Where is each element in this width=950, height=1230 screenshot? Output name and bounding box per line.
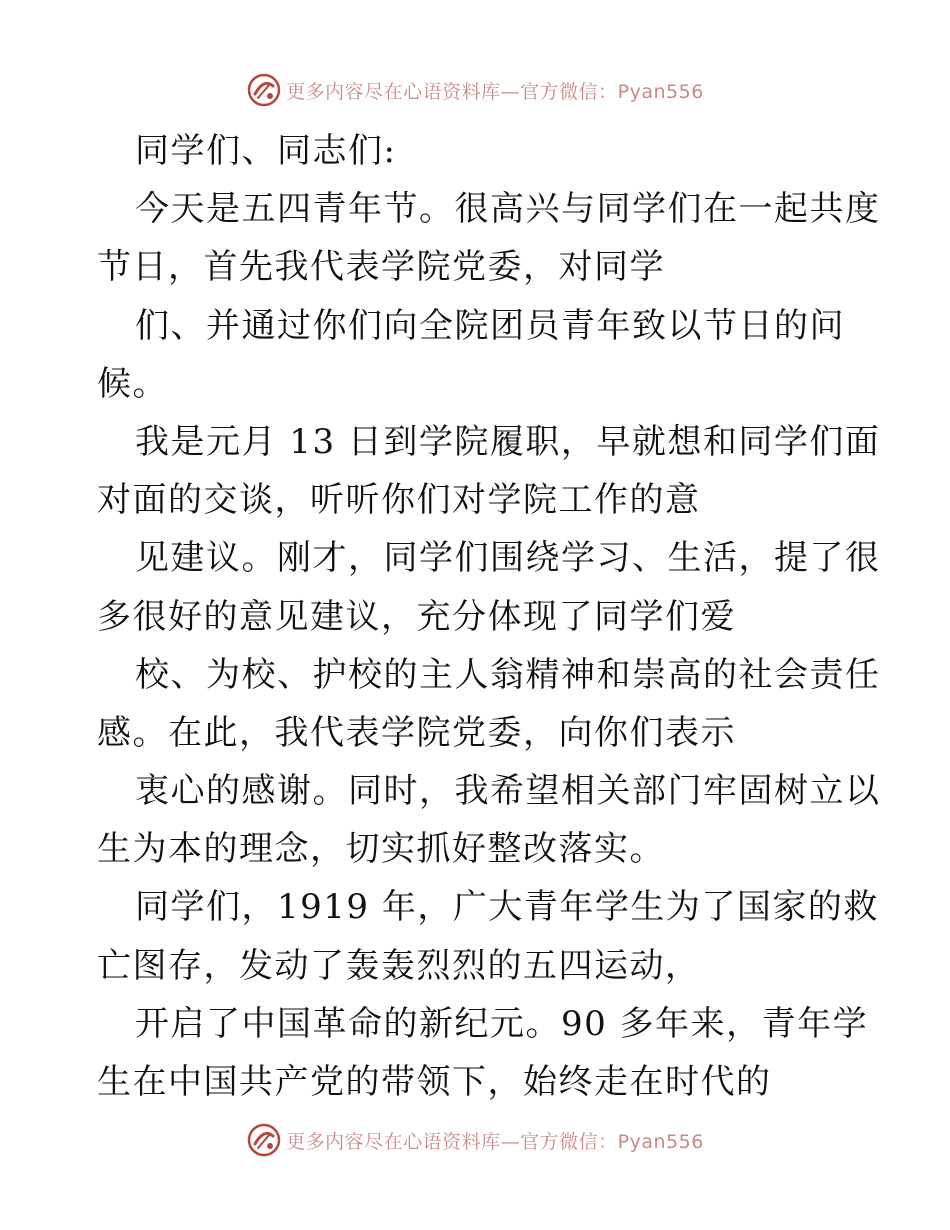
body-line: 生在中国共产党的带领下，始终走在时代的 xyxy=(97,1062,772,1102)
body-line: 们、并通过你们向全院团员青年致以节日的问 xyxy=(135,305,845,346)
body-line: 同学们、同志们: xyxy=(135,131,397,171)
body-line: 多很好的意见建议，充分体现了同学们爱 xyxy=(97,596,736,637)
body-line: 见建议。刚才，同学们围绕学习、生活，提了很 xyxy=(135,538,881,579)
footer-watermark xyxy=(0,1120,950,1160)
seal-logo-icon xyxy=(246,1122,282,1158)
body-line: 衷心的感谢。同时，我希望相关部门牢固树立以 xyxy=(135,771,881,812)
body-line: 候。 xyxy=(97,363,168,404)
body-line: 节日，首先我代表学院党委，对同学 xyxy=(97,247,665,288)
body-line: 感。在此，我代表学院党委，向你们表示 xyxy=(97,712,736,753)
body-line: 生为本的理念，切实抓好整改落实。 xyxy=(97,829,665,870)
body-line: 我是元月 13 日到学院履职，早就想和同学们面 xyxy=(135,421,881,462)
document-body xyxy=(97,122,881,1111)
seal-logo-icon xyxy=(246,72,282,108)
body-line: 同学们，1919 年，广大青年学生为了国家的救 xyxy=(135,887,879,928)
header-watermark-text: 更多内容尽在心语资料库—官方微信： xyxy=(286,80,618,103)
body-line: 对面的交谈，听听你们对学院工作的意 xyxy=(97,480,701,521)
footer-watermark-account: Pyan556 xyxy=(617,1130,704,1153)
body-line: 亡图存，发动了轰轰烈烈的五四运动， xyxy=(97,945,701,986)
body-line: 开启了中国革命的新纪元。90 多年来，青年学 xyxy=(135,1003,869,1044)
body-line: 校、为校、护校的主人翁精神和崇高的社会责任 xyxy=(135,654,881,695)
header-watermark xyxy=(0,70,950,110)
header-watermark-account: Pyan556 xyxy=(617,80,704,103)
body-line: 今天是五四青年节。很高兴与同学们在一起共度 xyxy=(135,189,881,230)
footer-watermark-text: 更多内容尽在心语资料库—官方微信： xyxy=(286,1130,618,1153)
